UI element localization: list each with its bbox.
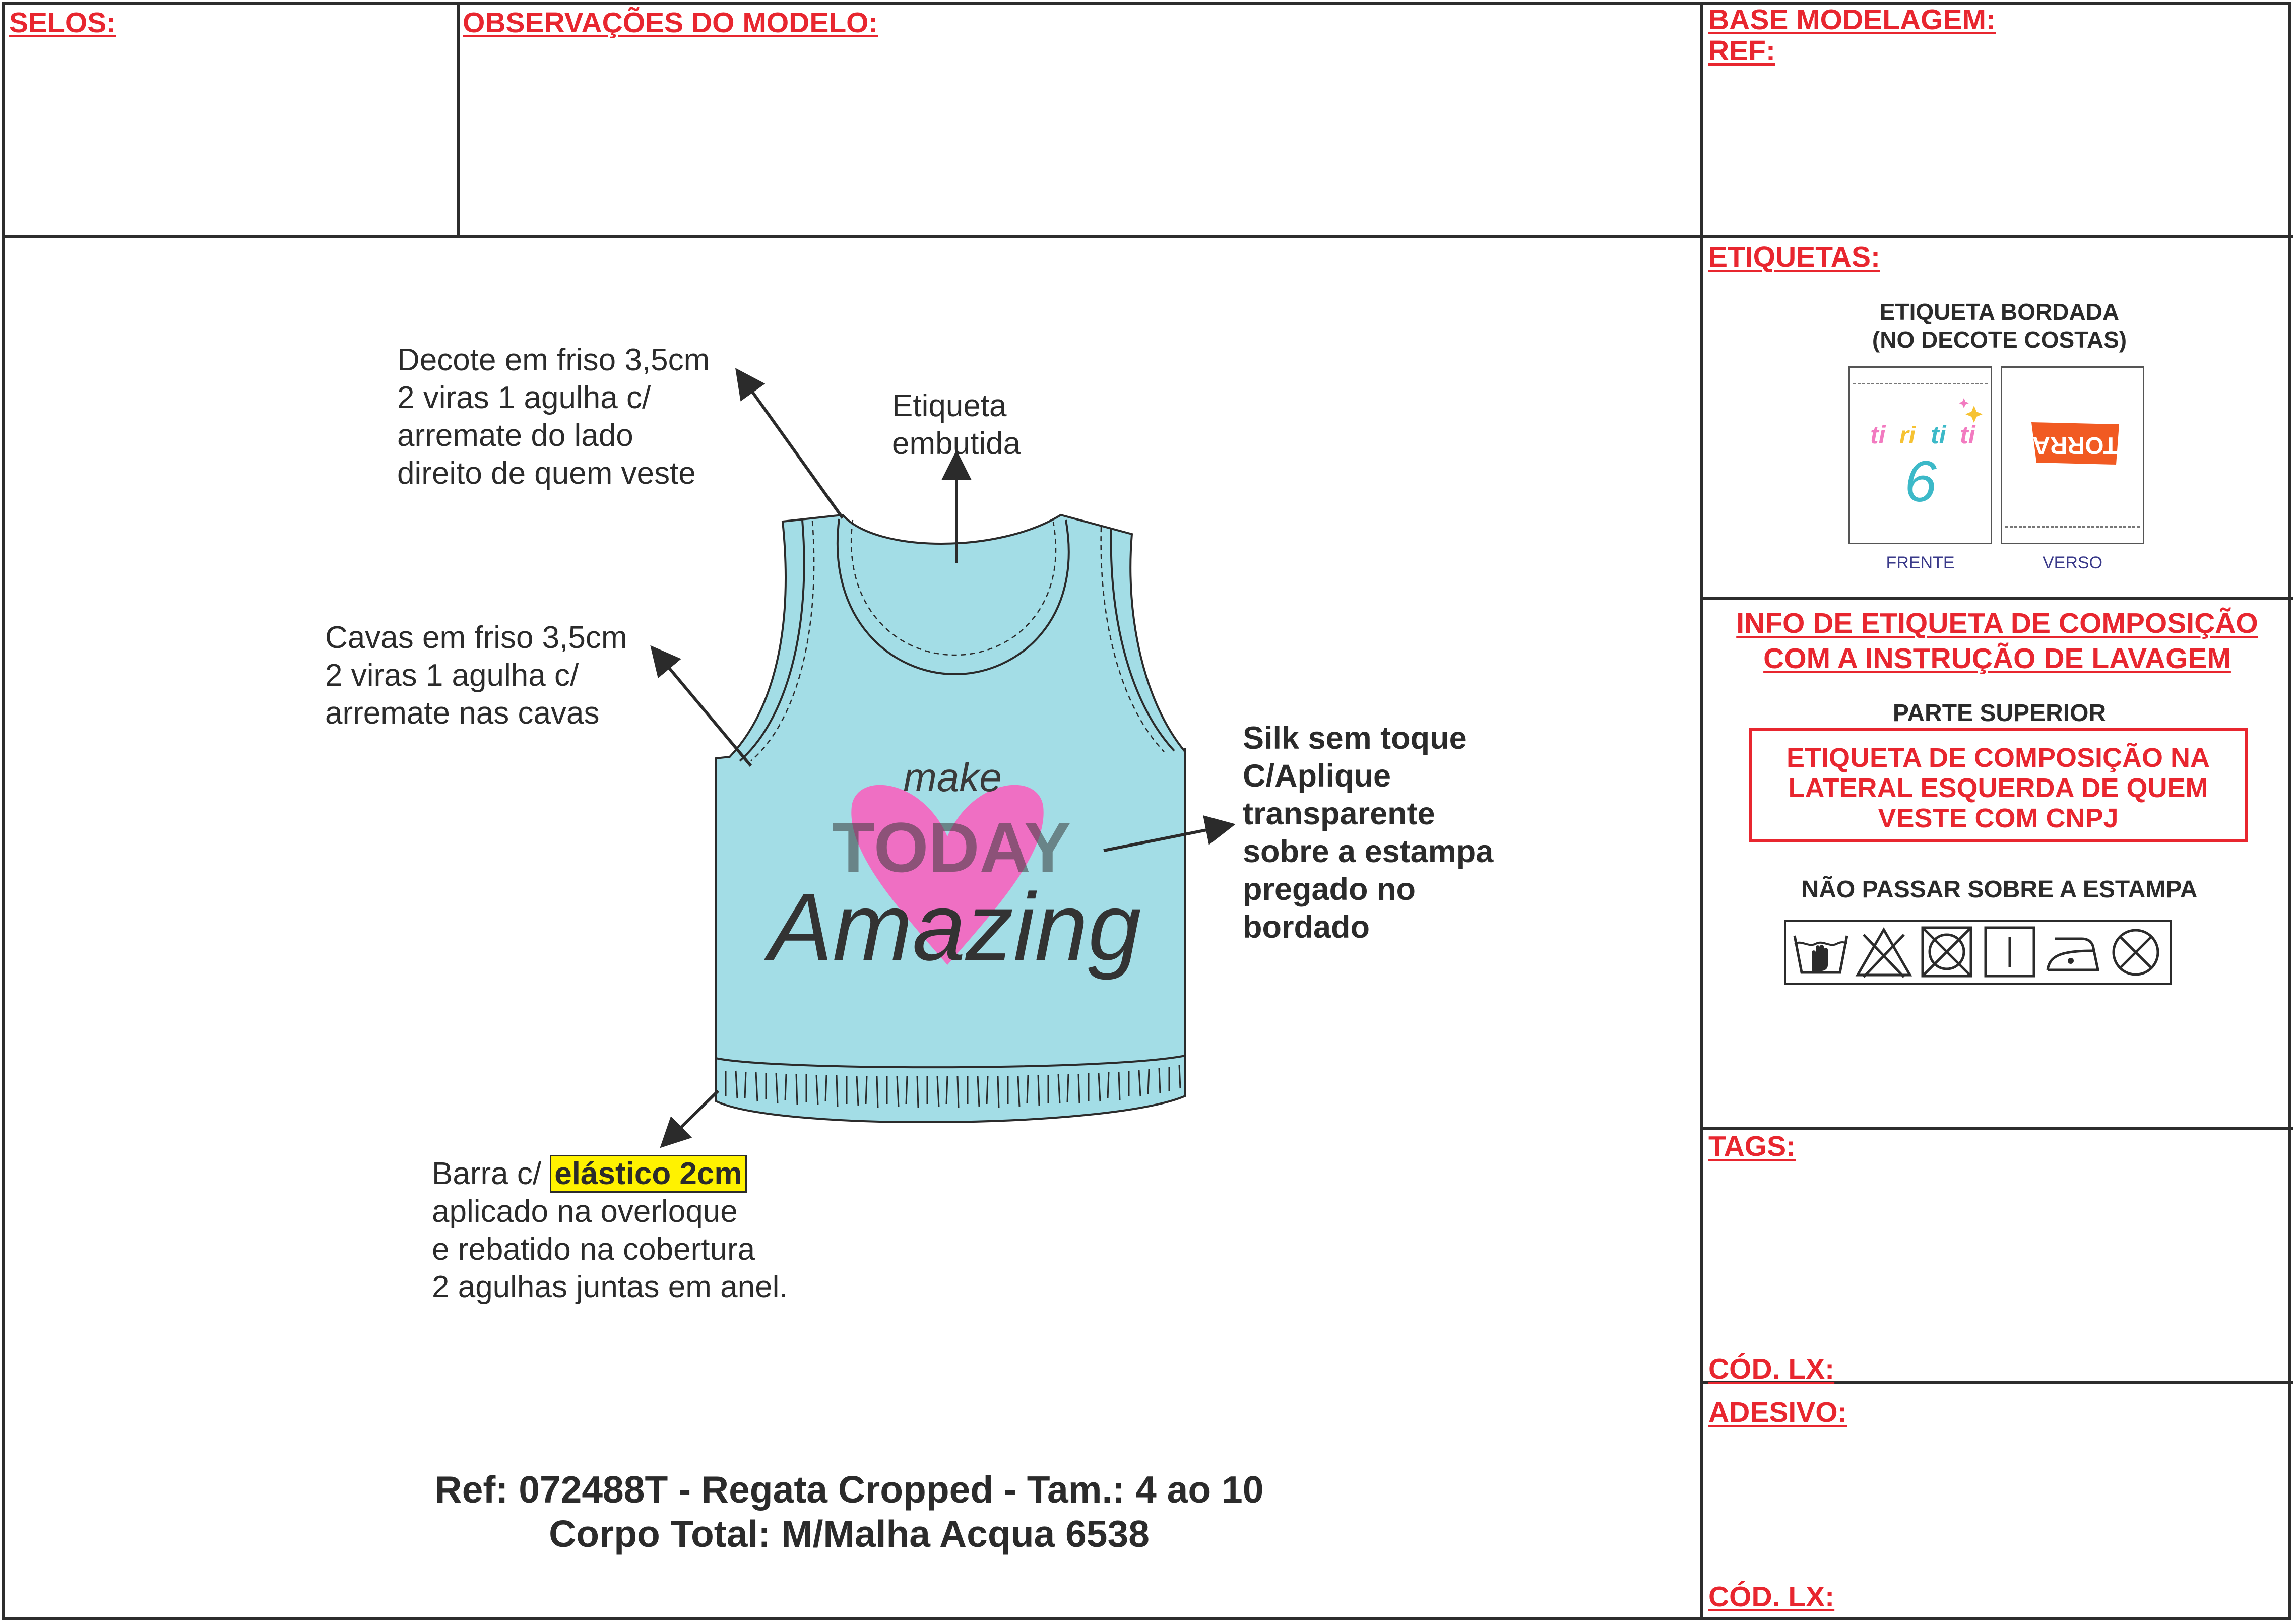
nao-passar-label: NÃO PASSAR SOBRE A ESTAMPA bbox=[1801, 876, 2198, 903]
print-word-amazing: Amazing bbox=[769, 874, 1141, 981]
svg-text:ti: ti bbox=[1960, 421, 1975, 449]
note-decote: Decote em friso 3,5cm 2 viras 1 agulha c/ arremate do lado direito de quem veste bbox=[397, 343, 710, 491]
iron-low-icon bbox=[2043, 925, 2103, 980]
cod-lx-label-2: CÓD. LX: bbox=[1708, 1581, 1835, 1613]
note-etiqueta-embutida: Etiqueta embutida bbox=[892, 388, 1021, 461]
no-tumble-dry-icon bbox=[1917, 925, 1977, 980]
composicao-box: ETIQUETA DE COMPOSIÇÃO NA LATERAL ESQUERDA DE QUEM VESTE COM CNPJ bbox=[1749, 728, 2248, 842]
label-front bbox=[1848, 366, 1992, 544]
care-symbols bbox=[1784, 920, 2172, 985]
verso-label: VERSO bbox=[2042, 553, 2103, 572]
svg-text:ri: ri bbox=[1899, 422, 1916, 449]
model-caption bbox=[0, 1467, 1698, 1556]
barra-highlight: elástico 2cm bbox=[550, 1155, 746, 1193]
info-composicao-title: INFO DE ETIQUETA DE COMPOSIÇÃO COM A INSTRUÇÃO DE LAVAGEM bbox=[1736, 607, 2258, 675]
cod-lx-label: CÓD. LX: bbox=[1708, 1353, 1835, 1385]
selos-label: SELOS: bbox=[9, 7, 116, 39]
adesivo-label: ADESIVO: bbox=[1708, 1396, 1847, 1428]
no-dry-clean-icon bbox=[2106, 925, 2166, 980]
arrow-barra bbox=[664, 1091, 718, 1144]
line-dry-icon bbox=[1980, 925, 2040, 980]
print-word-make: make bbox=[903, 755, 1002, 800]
no-bleach-icon bbox=[1854, 925, 1914, 980]
arrow-decote bbox=[739, 373, 843, 518]
frente-label: FRENTE bbox=[1886, 553, 1955, 572]
etiquetas-divider bbox=[1700, 597, 2293, 600]
etiquetas-label: ETIQUETAS: bbox=[1708, 241, 1880, 273]
svg-text:ti: ti bbox=[1870, 421, 1886, 449]
svg-text:TORRA: TORRA bbox=[2032, 432, 2118, 459]
note-silk: Silk sem toque C/Aplique transparente sobre a estampa pregado no bordado bbox=[1243, 721, 1494, 945]
svg-text:6: 6 bbox=[1904, 449, 1937, 514]
note-cavas: Cavas em friso 3,5cm 2 viras 1 agulha c/ arremate nas cavas bbox=[325, 620, 627, 731]
caption-body: Corpo Total: M/Malha Acqua 6538 bbox=[549, 1513, 1150, 1555]
tags-divider bbox=[1700, 1127, 2293, 1130]
label-back bbox=[2001, 366, 2144, 544]
observacoes-label: OBSERVAÇÕES DO MODELO: bbox=[463, 7, 878, 39]
print-word-today: TODAY bbox=[832, 808, 1071, 887]
note-barra: Barra c/ elástico 2cm aplicado na overloque e rebatido na cobertura 2 agulhas juntas em anel. bbox=[432, 1155, 788, 1306]
tags-label: TAGS: bbox=[1708, 1130, 1796, 1162]
ref-label: REF: bbox=[1708, 35, 1775, 67]
sidebar-divider bbox=[1700, 2, 1703, 1620]
caption-ref: Ref: 072488T - Regata Cropped - Tam.: 4 ao 10 bbox=[434, 1468, 1264, 1511]
barra-prefix: Barra c/ bbox=[432, 1156, 542, 1191]
base-modelagem-label: BASE MODELAGEM: bbox=[1708, 4, 1996, 36]
hand-wash-icon bbox=[1791, 925, 1851, 980]
etiqueta-bordada-title: ETIQUETA BORDADA (NO DECOTE COSTAS) bbox=[1872, 299, 2127, 353]
arrow-cavas bbox=[654, 650, 751, 766]
parte-superior-label: PARTE SUPERIOR bbox=[1892, 700, 2107, 727]
svg-text:ti: ti bbox=[1931, 421, 1946, 449]
